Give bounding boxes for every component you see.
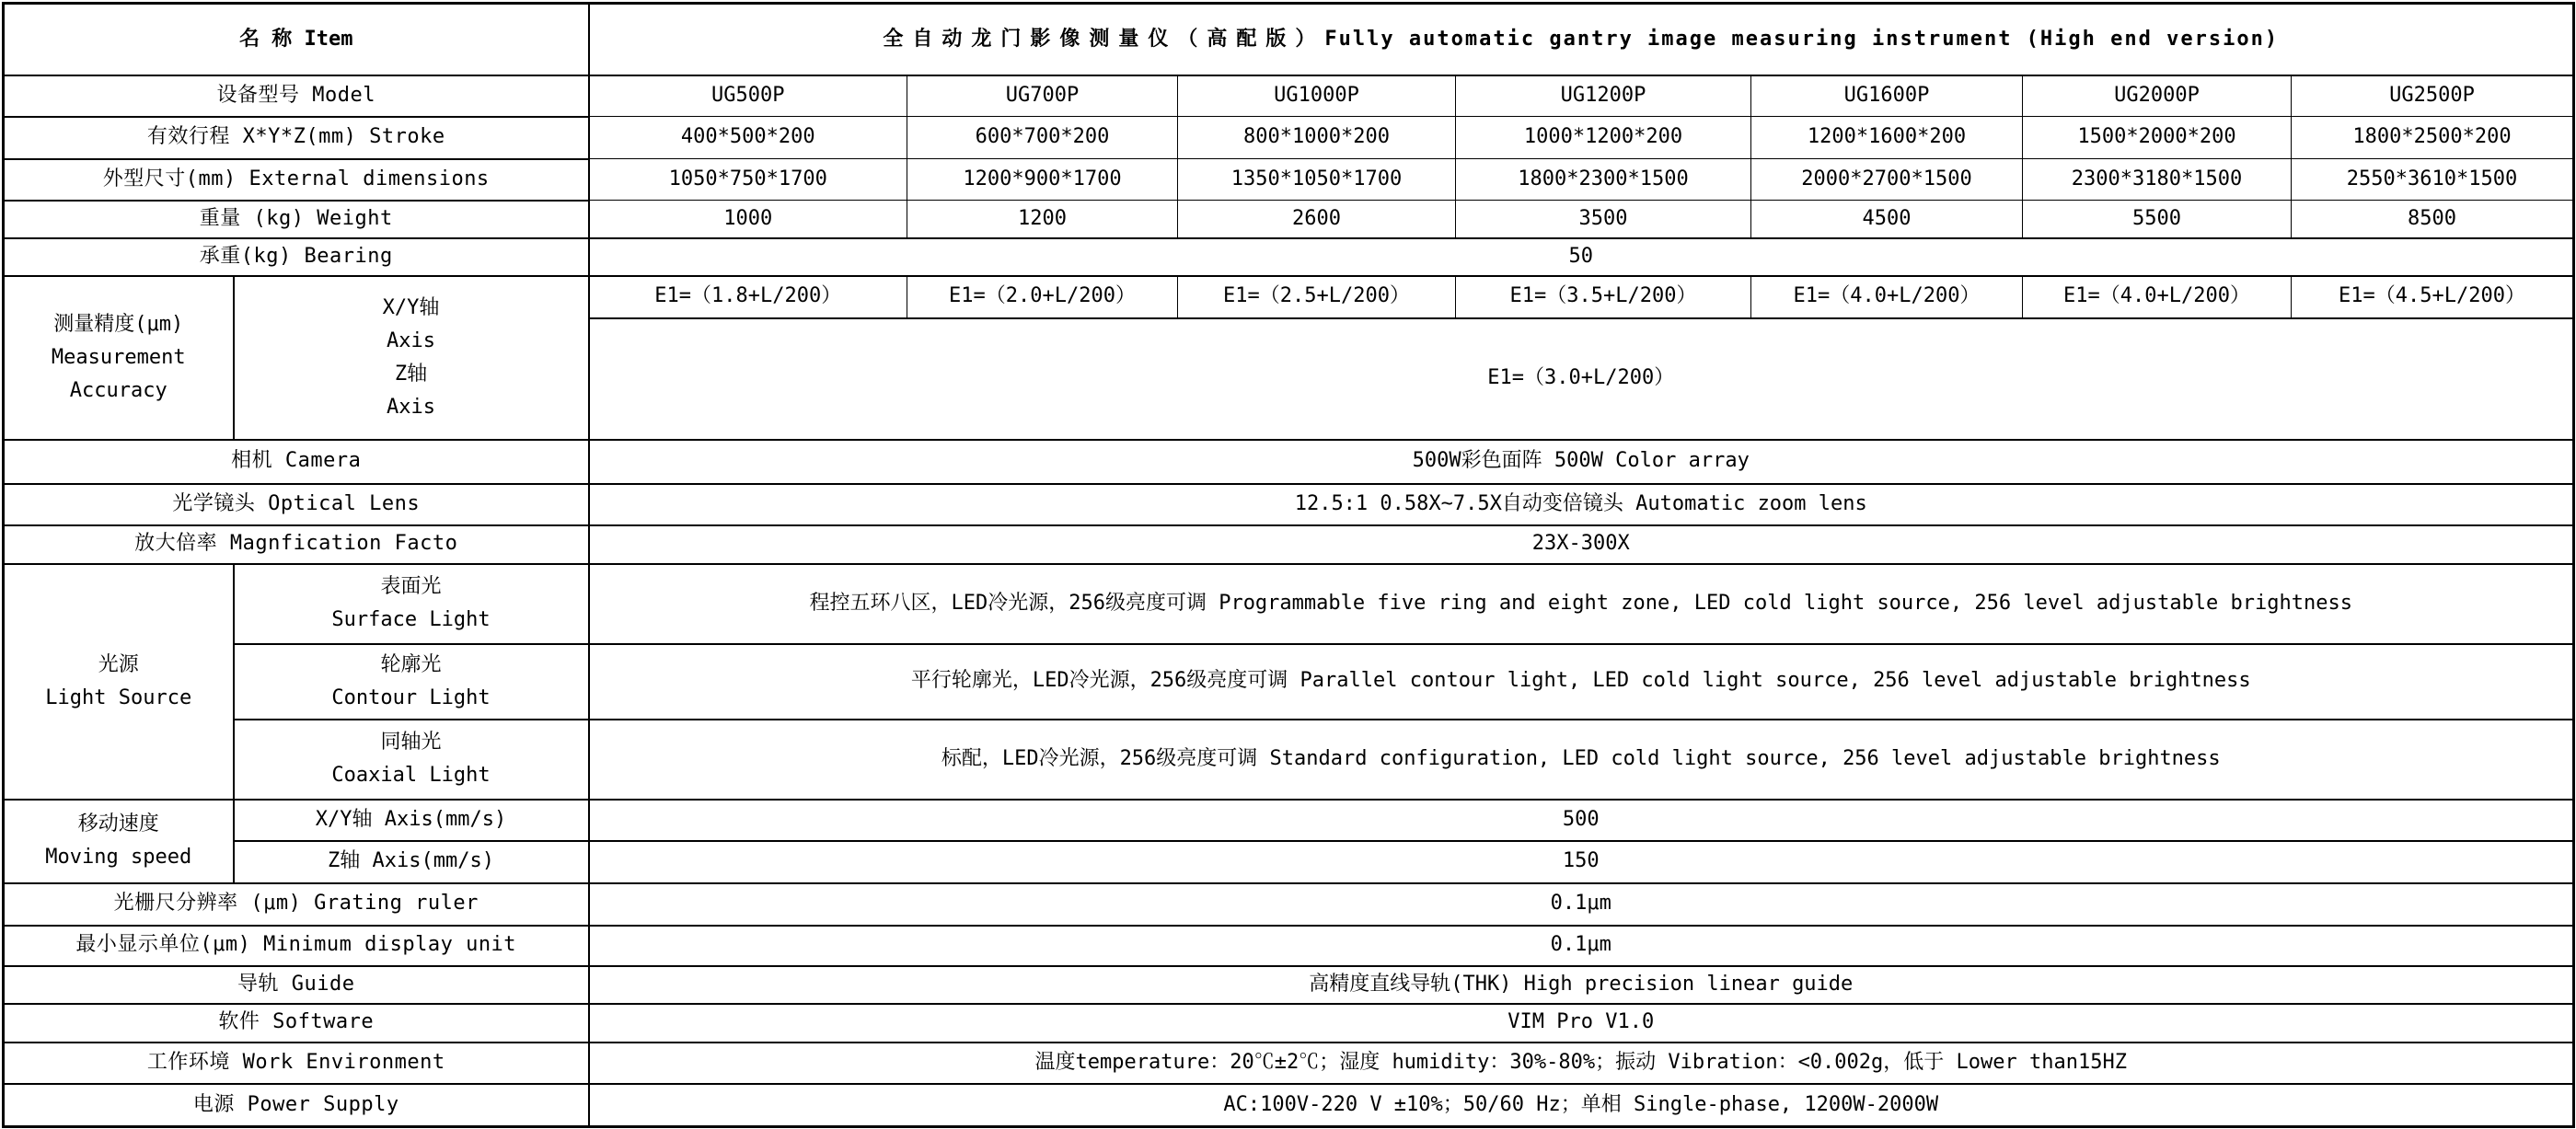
weight-label: 重量 (kg) Weight xyxy=(4,201,589,238)
optical-lens-value: 12.5:1 0.58X~7.5X自动变倍镜头 Automatic zoom lens xyxy=(589,484,2574,525)
accuracy-label xyxy=(4,276,234,440)
stroke-cell: 400*500*200 xyxy=(589,117,907,159)
accuracy-xy-cell: E1=（4.0+L/200） xyxy=(2023,276,2292,318)
dimensions-cell: 1200*900*1700 xyxy=(907,159,1178,201)
weight-cell: 4500 xyxy=(1751,201,2023,238)
stroke-cell: 600*700*200 xyxy=(907,117,1178,159)
speed-z-value: 150 xyxy=(589,841,2574,883)
accuracy-xy-cell: E1=（1.8+L/200） xyxy=(589,276,907,318)
item-header: 名 称 Item xyxy=(4,4,589,75)
model-cell: UG1600P xyxy=(1751,75,2023,117)
coaxial-light-label xyxy=(234,720,589,800)
work-environment-row xyxy=(4,1043,2574,1084)
weight-row xyxy=(4,201,2574,238)
stroke-label: 有效行程 X*Y*Z(mm) Stroke xyxy=(4,117,589,159)
work-environment-value: 温度temperature：20℃±2℃；湿度 humidity：30%-80%；振动 Vibration：<0.002g，低于 Lower than15HZ xyxy=(589,1043,2574,1084)
dimensions-cell: 2300*3180*1500 xyxy=(2023,159,2292,201)
optical-lens-label: 光学镜头 Optical Lens xyxy=(4,484,589,525)
light-coaxial-row xyxy=(4,720,2574,800)
dimensions-cell: 1350*1050*1700 xyxy=(1178,159,1456,201)
moving-speed-label-cn: 移动速度 xyxy=(77,812,159,835)
title-en: Fully automatic gantry image measuring instrument (High end version) xyxy=(1324,27,2280,51)
xy-axis-label: X/Y轴 xyxy=(382,295,440,319)
bearing-value: 50 xyxy=(589,238,2574,276)
min-display-label: 最小显示单位(μm) Minimum display unit xyxy=(4,926,589,966)
speed-xy-value: 500 xyxy=(589,800,2574,841)
contour-light-label-en: Contour Light xyxy=(331,685,491,709)
light-surface-row xyxy=(4,564,2574,644)
guide-row xyxy=(4,966,2574,1004)
dimensions-cell: 2550*3610*1500 xyxy=(2292,159,2574,201)
accuracy-xy-cell: E1=（2.0+L/200） xyxy=(907,276,1178,318)
moving-speed-label xyxy=(4,800,234,883)
spec-table xyxy=(2,2,2575,1128)
weight-cell: 1000 xyxy=(589,201,907,238)
magnification-label: 放大倍率 Magnfication Facto xyxy=(4,525,589,564)
weight-cell: 2600 xyxy=(1178,201,1456,238)
coaxial-light-label-cn: 同轴光 xyxy=(380,731,442,754)
grating-row xyxy=(4,883,2574,926)
min-display-value: 0.1μm xyxy=(589,926,2574,966)
magnification-value: 23X-300X xyxy=(589,525,2574,564)
surface-light-label-en: Surface Light xyxy=(331,608,491,631)
surface-light-label xyxy=(234,564,589,644)
magnification-row xyxy=(4,525,2574,564)
model-cell: UG500P xyxy=(589,75,907,117)
weight-cell: 5500 xyxy=(2023,201,2292,238)
accuracy-xy-cell: E1=（4.5+L/200） xyxy=(2292,276,2574,318)
contour-light-label xyxy=(234,644,589,720)
contour-light-label-cn: 轮廓光 xyxy=(380,652,442,676)
z-axis-label-en: Axis xyxy=(387,395,435,419)
dimensions-row xyxy=(4,159,2574,201)
weight-cell: 3500 xyxy=(1456,201,1751,238)
camera-row xyxy=(4,440,2574,484)
camera-label: 相机 Camera xyxy=(4,440,589,484)
software-row xyxy=(4,1004,2574,1043)
accuracy-z-value: E1=（3.0+L/200） xyxy=(589,318,2574,440)
light-source-label-en: Light Source xyxy=(45,685,192,709)
z-axis-label: Z轴 xyxy=(394,362,428,386)
camera-value: 500W彩色面阵 500W Color array xyxy=(589,440,2574,484)
power-supply-label: 电源 Power Supply xyxy=(4,1084,589,1127)
weight-cell: 1200 xyxy=(907,201,1178,238)
dimensions-cell: 2000*2700*1500 xyxy=(1751,159,2023,201)
bearing-row xyxy=(4,238,2574,276)
guide-label: 导轨 Guide xyxy=(4,966,589,1004)
light-source-label xyxy=(4,564,234,800)
stroke-cell: 800*1000*200 xyxy=(1178,117,1456,159)
title-cn: 全自动龙门影像测量仪（高配版） xyxy=(883,27,1325,51)
dimensions-cell: 1800*2300*1500 xyxy=(1456,159,1751,201)
stroke-row xyxy=(4,117,2574,159)
optical-lens-row xyxy=(4,484,2574,525)
light-source-label-cn: 光源 xyxy=(98,652,139,676)
accuracy-xy-row xyxy=(4,276,2574,318)
accuracy-xy-cell: E1=（4.0+L/200） xyxy=(1751,276,2023,318)
dimensions-label: 外型尺寸(mm) External dimensions xyxy=(4,159,589,201)
light-contour-row xyxy=(4,644,2574,720)
bearing-label: 承重(kg) Bearing xyxy=(4,238,589,276)
surface-light-label-cn: 表面光 xyxy=(380,575,442,598)
accuracy-axis-label xyxy=(234,276,589,440)
dimensions-cell: 1050*750*1700 xyxy=(589,159,907,201)
model-cell: UG700P xyxy=(907,75,1178,117)
model-row xyxy=(4,75,2574,117)
speed-xy-label: X/Y轴 Axis(mm/s) xyxy=(234,800,589,841)
stroke-cell: 1200*1600*200 xyxy=(1751,117,2023,159)
page-title xyxy=(589,4,2574,75)
surface-light-value: 程控五环八区，LED冷光源，256级亮度可调 Programmable five ring and eight zone, LED cold light source, 256 level adjustable brightness xyxy=(589,564,2574,644)
grating-value: 0.1μm xyxy=(589,883,2574,926)
power-supply-value: AC:100V-220 V ±10%；50/60 Hz；单相 Single-phase, 1200W-2000W xyxy=(589,1084,2574,1127)
software-value: VIM Pro V1.0 xyxy=(589,1004,2574,1043)
work-environment-label: 工作环境 Work Environment xyxy=(4,1043,589,1084)
coaxial-light-label-en: Coaxial Light xyxy=(331,764,491,787)
moving-speed-label-en: Moving speed xyxy=(45,846,192,869)
model-label: 设备型号 Model xyxy=(4,75,589,117)
contour-light-value: 平行轮廓光，LED冷光源，256级亮度可调 Parallel contour light, LED cold light source, 256 level adjustable brightness xyxy=(589,644,2574,720)
xy-axis-label-en: Axis xyxy=(387,328,435,352)
software-label: 软件 Software xyxy=(4,1004,589,1043)
grating-label: 光栅尺分辨率 (μm) Grating ruler xyxy=(4,883,589,926)
model-cell: UG2000P xyxy=(2023,75,2292,117)
min-display-row xyxy=(4,926,2574,966)
header-row xyxy=(4,4,2574,75)
model-cell: UG1000P xyxy=(1178,75,1456,117)
coaxial-light-value: 标配，LED冷光源，256级亮度可调 Standard configuration, LED cold light source, 256 level adjustable brightness xyxy=(589,720,2574,800)
speed-xy-row xyxy=(4,800,2574,841)
accuracy-label-en1: Measurement xyxy=(51,345,186,369)
guide-value: 高精度直线导轨(THK) High precision linear guide xyxy=(589,966,2574,1004)
accuracy-label-en2: Accuracy xyxy=(69,378,167,402)
speed-z-row xyxy=(4,841,2574,883)
weight-cell: 8500 xyxy=(2292,201,2574,238)
stroke-cell: 1800*2500*200 xyxy=(2292,117,2574,159)
accuracy-xy-cell: E1=（3.5+L/200） xyxy=(1456,276,1751,318)
speed-z-label: Z轴 Axis(mm/s) xyxy=(234,841,589,883)
model-cell: UG2500P xyxy=(2292,75,2574,117)
stroke-cell: 1000*1200*200 xyxy=(1456,117,1751,159)
model-cell: UG1200P xyxy=(1456,75,1751,117)
power-supply-row xyxy=(4,1084,2574,1127)
accuracy-label-cn: 测量精度(μm) xyxy=(53,312,184,336)
stroke-cell: 1500*2000*200 xyxy=(2023,117,2292,159)
accuracy-xy-cell: E1=（2.5+L/200） xyxy=(1178,276,1456,318)
